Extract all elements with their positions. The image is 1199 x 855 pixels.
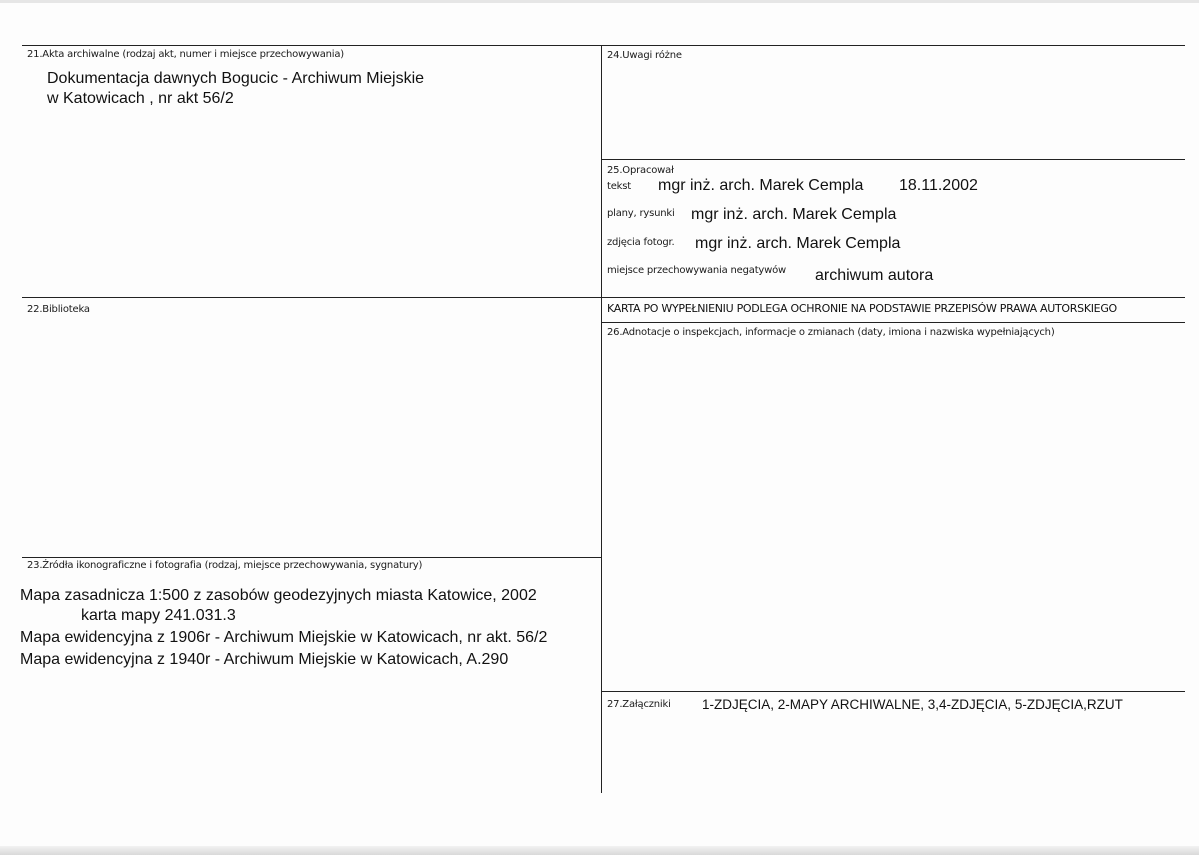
divider-25-notice: [601, 297, 1185, 298]
field-26-label: 26.Adnotacje o inspekcjach, informacje o zmianach (daty, imiona i nazwiska wypełniających): [607, 327, 1055, 338]
center-divider: [601, 45, 602, 793]
scan-edge-top: [0, 0, 1199, 3]
field-25-tekst-date: 18.11.2002: [899, 177, 978, 194]
field-25-plany-value: mgr inż. arch. Marek Cempla: [691, 206, 897, 223]
divider-22-23: [22, 557, 602, 558]
top-rule: [22, 45, 1185, 46]
field-25-tekst-label: tekst: [607, 181, 631, 192]
field-27-value: 1-ZDJĘCIA, 2-MAPY ARCHIWALNE, 3,4-ZDJĘCIA, 5-ZDJĘCIA,RZUT: [702, 697, 1123, 712]
field-25-miejsce-value: archiwum autora: [815, 267, 934, 284]
field-25-zdjecia-label: zdjęcia fotogr.: [607, 237, 675, 248]
scan-edge-bottom: [0, 846, 1199, 855]
copyright-notice: KARTA PO WYPEŁNIENIU PODLEGA OCHRONIE NA PODSTAWIE PRZEPISÓW PRAWA AUTORSKIEGO: [607, 302, 1117, 315]
field-25-plany-label: plany, rysunki: [607, 208, 675, 219]
field-25-label: 25.Opracował: [607, 165, 674, 176]
field-25-zdjecia-value: mgr inż. arch. Marek Cempla: [695, 235, 901, 252]
field-23-source-1b: karta mapy 241.031.3: [81, 607, 236, 624]
field-23-label: 23.Źródła ikonograficzne i fotografia (rodzaj, miejsce przechowywania, sygnatury): [27, 560, 423, 571]
field-21-value-line2: w Katowicach , nr akt 56/2: [47, 90, 234, 107]
divider-26-27: [601, 691, 1185, 692]
field-21-value-line1: Dokumentacja dawnych Bogucic - Archiwum Miejskie: [47, 70, 425, 87]
field-25-tekst-value: mgr inż. arch. Marek Cempla: [658, 177, 864, 194]
field-23-source-1: Mapa zasadnicza 1:500 z zasobów geodezyjnych miasta Katowice, 2002: [20, 587, 537, 604]
divider-21-22: [22, 297, 602, 298]
field-23-source-2: Mapa ewidencyjna z 1906r - Archiwum Miejskie w Katowicach, nr akt. 56/2: [20, 629, 548, 646]
field-22-label: 22.Biblioteka: [27, 304, 90, 315]
field-23-source-3: Mapa ewidencyjna z 1940r - Archiwum Miejskie w Katowicach, A.290: [20, 651, 509, 668]
field-21-label: 21.Akta archiwalne (rodzaj akt, numer i miejsce przechowywania): [27, 49, 345, 60]
field-24-label: 24.Uwagi różne: [607, 50, 682, 61]
divider-24-25: [601, 159, 1185, 160]
field-27-label: 27.Załączniki: [607, 699, 671, 710]
field-25-miejsce-label: miejsce przechowywania negatywów: [607, 265, 787, 276]
divider-notice-26: [601, 322, 1185, 323]
